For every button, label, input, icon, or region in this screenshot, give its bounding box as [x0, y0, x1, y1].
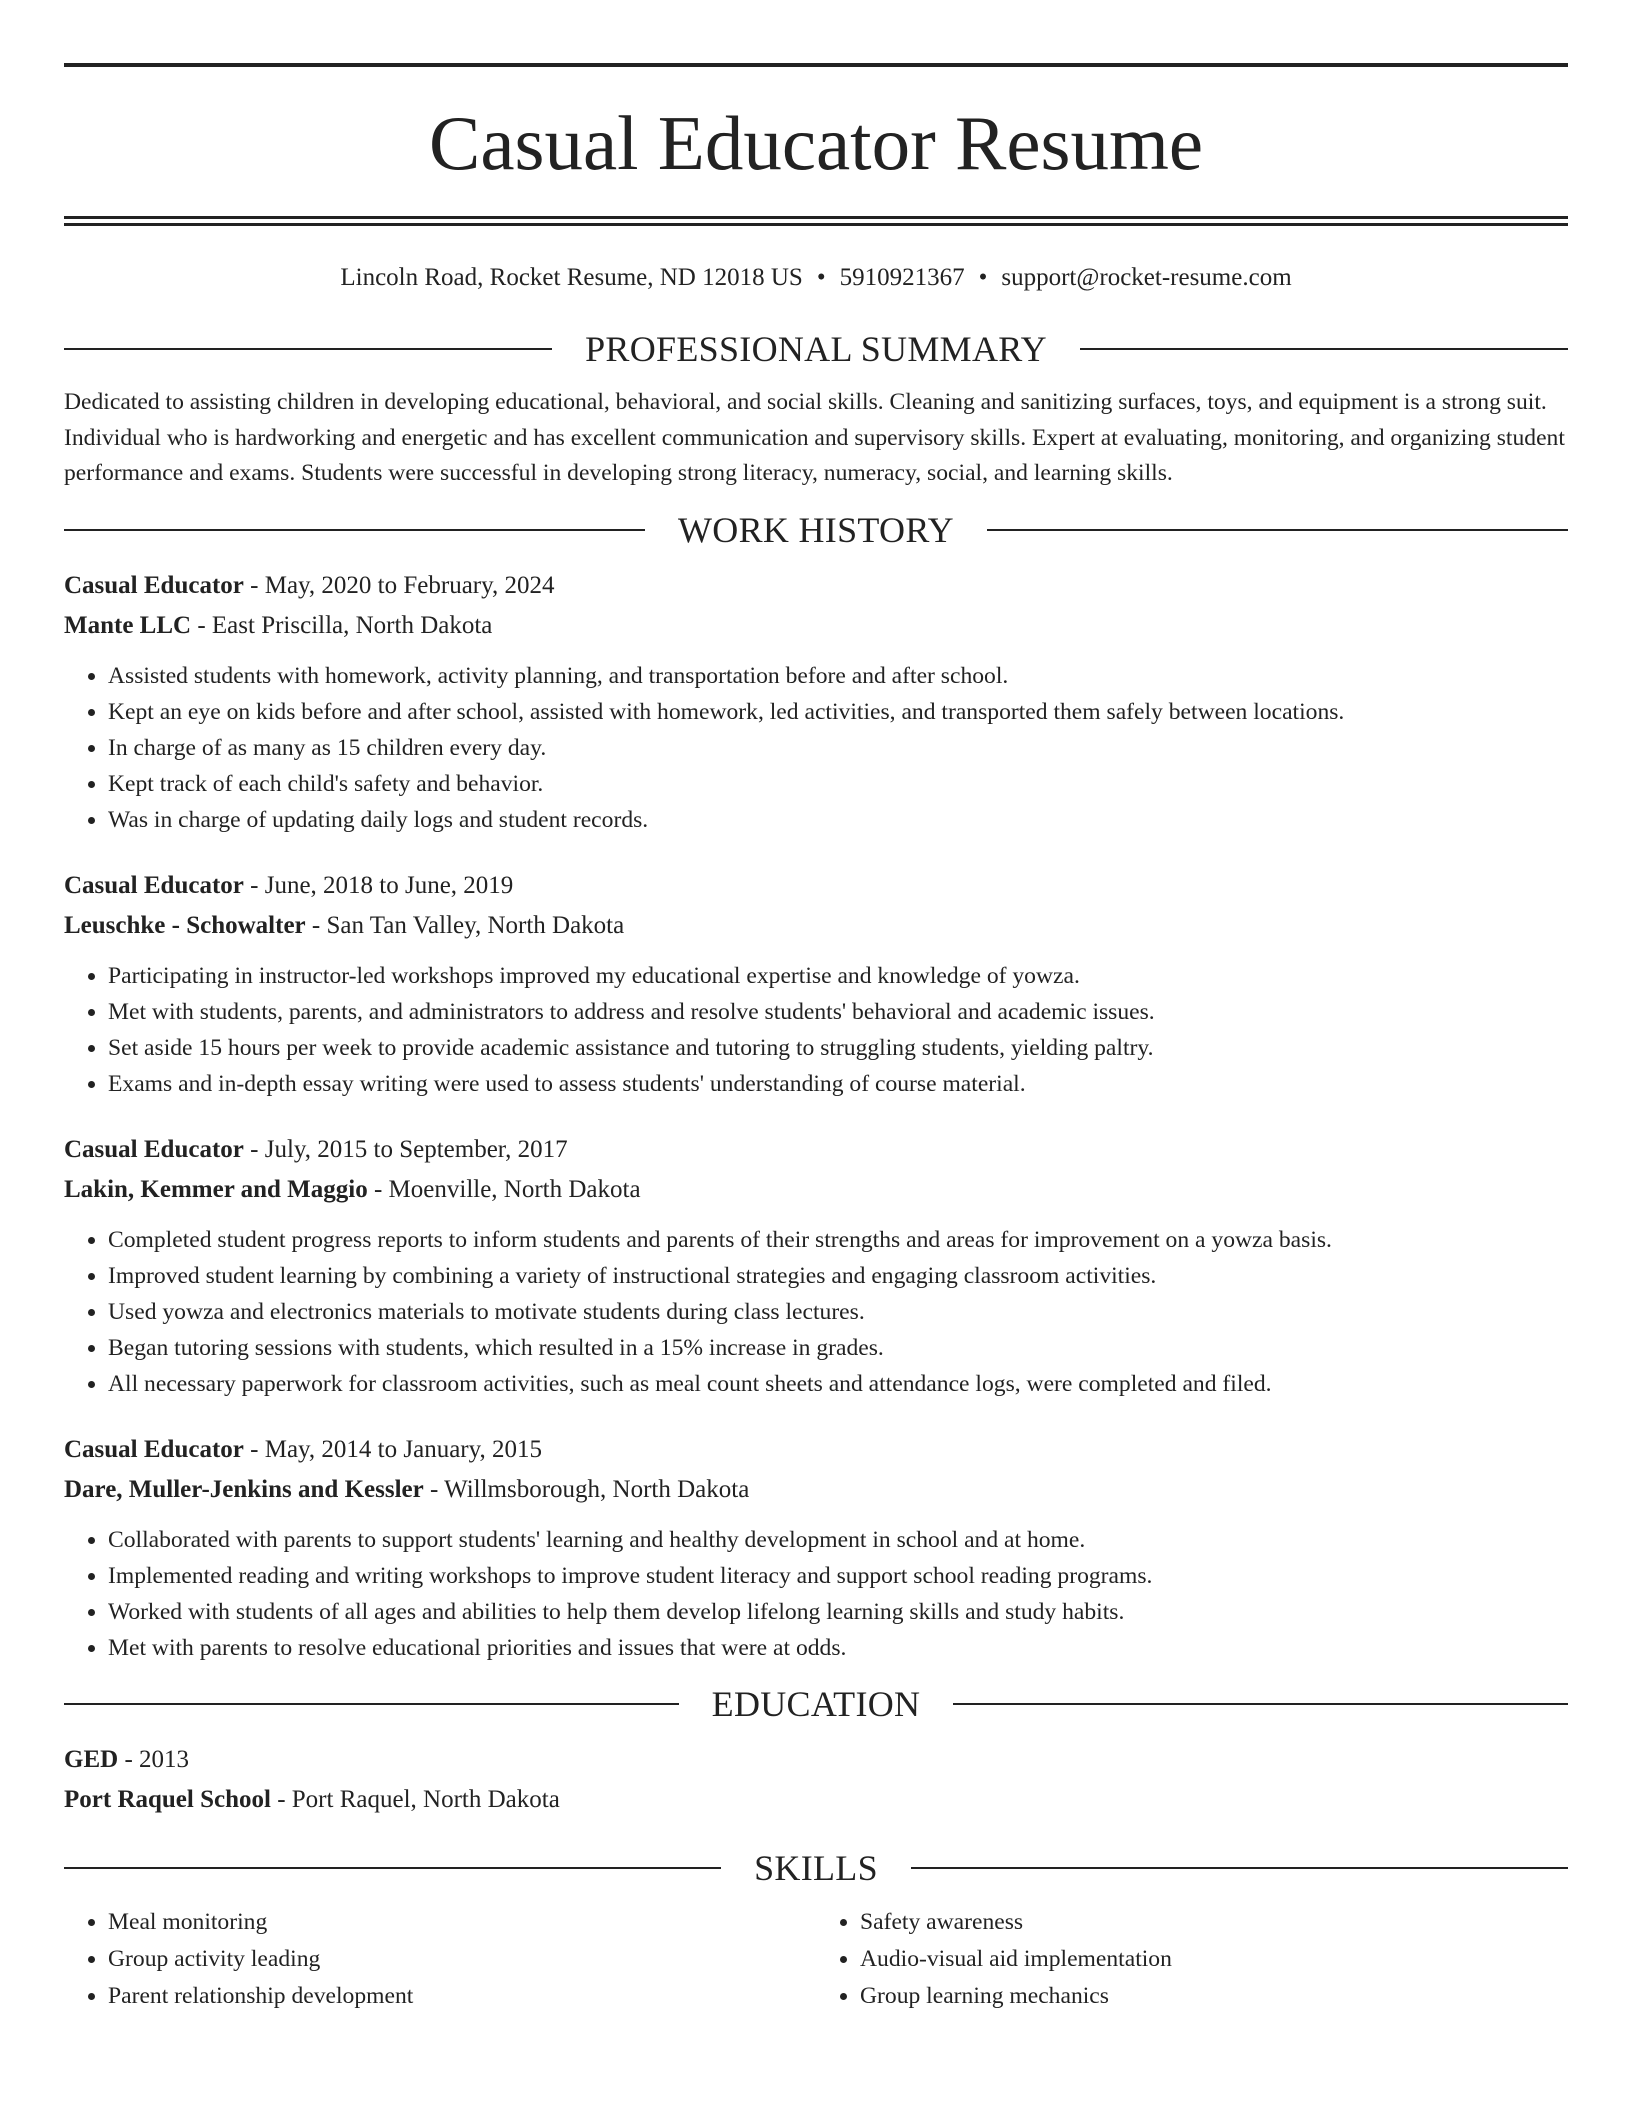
heading-rule — [64, 348, 552, 350]
job-bullet: • Began tutoring sessions with students, which resulted in a 15% increase in grades. — [108, 1330, 1568, 1366]
job-title: Casual Educator — [64, 871, 244, 899]
job-title: Casual Educator — [64, 1135, 244, 1163]
resume-page — [64, 0, 1568, 2015]
job-location: - Moenville, North Dakota — [367, 1175, 641, 1203]
job-bullet: • Improved student learning by combining a variety of instructional strategies and engaging classroom activities. — [108, 1258, 1568, 1294]
job-location: - San Tan Valley, North Dakota — [305, 911, 625, 939]
job-bullets — [64, 658, 1568, 838]
job-bullet: • Kept track of each child's safety and behavior. — [108, 766, 1568, 802]
job-location: - East Priscilla, North Dakota — [191, 611, 493, 639]
job-entry — [64, 1430, 1568, 1666]
job-entry — [64, 1130, 1568, 1402]
resume-title: Casual Educator Resume — [428, 100, 1204, 186]
education-entry — [64, 1740, 1568, 1820]
contact-separator: • — [978, 264, 988, 291]
job-dates: - May, 2020 to February, 2024 — [243, 571, 555, 599]
job-bullet: • Met with students, parents, and administrators to address and resolve students' behavioral and academic issues. — [108, 994, 1568, 1030]
job-title-line — [64, 1130, 1568, 1170]
job-company: Lakin, Kemmer and Maggio — [64, 1175, 368, 1203]
education-degree-line — [64, 1740, 1568, 1780]
skill-item: • Safety awareness — [860, 1904, 1568, 1941]
skills-column-left — [64, 1904, 816, 2015]
contact-address: Lincoln Road, Rocket Resume, ND 12018 US — [340, 264, 803, 291]
section-heading-summary — [64, 327, 1568, 371]
job-bullet: • All necessary paperwork for classroom activities, such as meal count sheets and attendance logs, were completed and filed. — [108, 1366, 1568, 1402]
job-entry — [64, 566, 1568, 838]
job-company-line — [64, 606, 1568, 646]
section-title: SKILLS — [754, 1847, 878, 1888]
job-location: - Willmsborough, North Dakota — [423, 1475, 750, 1503]
job-company: Leuschke - Schowalter — [64, 911, 306, 939]
section-title: EDUCATION — [711, 1683, 921, 1724]
title-double-rule — [64, 216, 1568, 226]
heading-rule — [911, 1867, 1568, 1869]
job-title-line — [64, 1430, 1568, 1470]
job-bullets — [64, 1222, 1568, 1402]
education-school-line — [64, 1780, 1568, 1820]
job-bullet: • Exams and in-depth essay writing were used to assess students' understanding of course material. — [108, 1066, 1568, 1102]
contact-separator: • — [816, 264, 826, 291]
job-bullet: • Kept an eye on kids before and after school, assisted with homework, led activities, and transported them safely between locations. — [108, 694, 1568, 730]
heading-rule — [1080, 348, 1568, 350]
job-title: Casual Educator — [64, 571, 244, 599]
job-title-line — [64, 566, 1568, 606]
skill-item: • Audio-visual aid implementation — [860, 1941, 1568, 1978]
contact-phone: 5910921367 — [839, 264, 965, 291]
job-bullet: • Used yowza and electronics materials to motivate students during class lectures. — [108, 1294, 1568, 1330]
job-bullets — [64, 958, 1568, 1102]
heading-rule — [64, 1867, 721, 1869]
skill-item: • Group learning mechanics — [860, 1978, 1568, 2015]
heading-rule — [987, 529, 1568, 531]
job-bullet: • Implemented reading and writing workshops to improve student literacy and support school reading programs. — [108, 1558, 1568, 1594]
summary-text: Dedicated to assisting children in developing educational, behavioral, and social skills. Cleaning and sanitizing surfaces, toys, and equipment is a strong suit. Individual who is hardworking and energetic and has excellent communication and supervisory skills. Expert at evaluating, monitoring, and organizing student performance and exams. Students were successful in developing strong literacy, numeracy, social, and learning skills. — [64, 389, 1565, 486]
job-title-line — [64, 866, 1568, 906]
job-company: Mante LLC — [64, 611, 192, 639]
job-company-line — [64, 906, 1568, 946]
job-bullet: • Participating in instructor-led workshops improved my educational expertise and knowledge of yowza. — [108, 958, 1568, 994]
job-company-line — [64, 1170, 1568, 1210]
section-title: WORK HISTORY — [678, 509, 954, 550]
top-rule — [64, 63, 1568, 67]
education-degree: GED — [64, 1745, 119, 1773]
section-title: PROFESSIONAL SUMMARY — [585, 329, 1047, 369]
job-bullet: • In charge of as many as 15 children every day. — [108, 730, 1568, 766]
contact-email: support@rocket-resume.com — [1001, 264, 1292, 291]
job-title: Casual Educator — [64, 1435, 244, 1463]
section-heading-work — [64, 508, 1568, 552]
job-bullet: • Worked with students of all ages and abilities to help them develop lifelong learning skills and study habits. — [108, 1594, 1568, 1630]
job-bullet: • Completed student progress reports to inform students and parents of their strengths and areas for improvement on a yowza basis. — [108, 1222, 1568, 1258]
job-entry — [64, 866, 1568, 1102]
education-year: - 2013 — [118, 1745, 190, 1773]
job-company: Dare, Muller-Jenkins and Kessler — [64, 1475, 424, 1503]
skill-item: • Group activity leading — [108, 1941, 816, 1978]
job-bullet: • Collaborated with parents to support students' learning and healthy development in school and at home. — [108, 1522, 1568, 1558]
job-dates: - July, 2015 to September, 2017 — [243, 1135, 568, 1163]
education-location: - Port Raquel, North Dakota — [270, 1785, 560, 1813]
job-dates: - May, 2014 to January, 2015 — [243, 1435, 542, 1463]
education-school: Port Raquel School — [64, 1785, 271, 1813]
skill-item: • Parent relationship development — [108, 1978, 816, 2015]
contact-line — [64, 263, 1568, 293]
job-bullet: • Was in charge of updating daily logs and student records. — [108, 802, 1568, 838]
job-bullet: • Met with parents to resolve educational priorities and issues that were at odds. — [108, 1630, 1568, 1666]
skills-list — [64, 1904, 1568, 2015]
section-heading-skills — [64, 1846, 1568, 1890]
heading-rule — [953, 1703, 1568, 1705]
job-bullet: • Assisted students with homework, activity planning, and transportation before and after school. — [108, 658, 1568, 694]
heading-rule — [64, 529, 645, 531]
job-bullet: • Set aside 15 hours per week to provide academic assistance and tutoring to struggling students, yielding paltry. — [108, 1030, 1568, 1066]
job-dates: - June, 2018 to June, 2019 — [243, 871, 514, 899]
heading-rule — [64, 1703, 679, 1705]
job-company-line — [64, 1470, 1568, 1510]
skill-item: • Meal monitoring — [108, 1904, 816, 1941]
skills-column-right — [816, 1904, 1568, 2015]
job-bullets — [64, 1522, 1568, 1666]
section-heading-education — [64, 1682, 1568, 1726]
